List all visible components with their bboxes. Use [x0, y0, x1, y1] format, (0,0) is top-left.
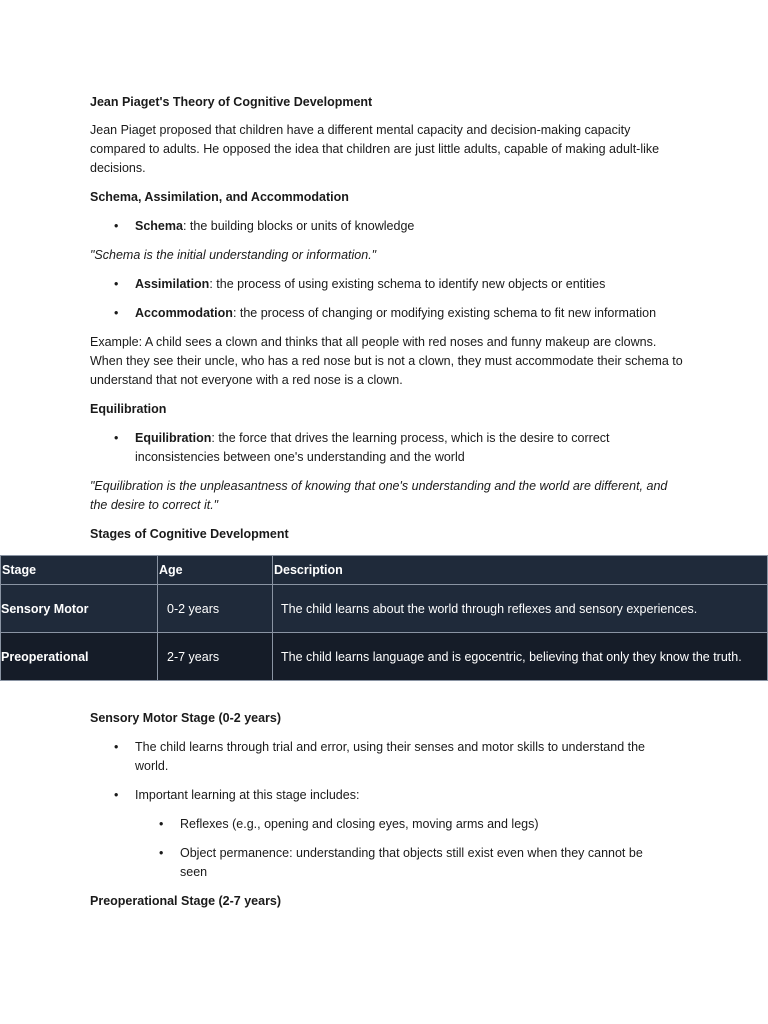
table-header-row — [1, 556, 768, 585]
sensory-subbullet-reflexes: • Reflexes (e.g., opening and closing eyes, moving arms and legs) — [180, 815, 670, 834]
schema-term: Schema — [135, 219, 183, 233]
equilibration-definition: : the force that drives the learning process, which is the desire to correct inconsistencies between one's understanding and the world — [135, 431, 610, 464]
age-cell: 0-2 years — [158, 585, 273, 633]
column-header-age: Age — [158, 556, 273, 585]
stages-table — [0, 555, 768, 681]
description-cell: The child learns about the world through reflexes and sensory experiences. — [273, 585, 768, 633]
accommodation-term: Accommodation — [135, 306, 233, 320]
assimilation-term: Assimilation — [135, 277, 210, 291]
column-header-description: Description — [273, 556, 768, 585]
equilibration-heading: Equilibration — [90, 402, 167, 416]
preoperational-heading: Preoperational Stage (2-7 years) — [90, 894, 282, 908]
assimilation-bullet — [135, 275, 675, 294]
sensory-motor-heading: Sensory Motor Stage (0-2 years) — [90, 711, 282, 725]
table-row — [1, 633, 768, 681]
accommodation-definition: : the process of changing or modifying existing schema to fit new information — [232, 306, 657, 320]
description-cell: The child learns language and is egocentric, believing that only they know the truth. — [273, 633, 768, 681]
stage-cell: Preoperational — [1, 633, 158, 681]
document-title: Jean Piaget's Theory of Cognitive Development — [90, 95, 373, 109]
sensory-subbullet-object-permanence: • Object permanence: understanding that objects still exist even when they cannot be seen — [180, 844, 670, 882]
equilibration-bullet — [135, 429, 675, 467]
intro-paragraph: Jean Piaget proposed that children have a different mental capacity and decision-making capacity compared to adults. He opposed the idea that children are just little adults, capable of making adult-like decisions. — [90, 123, 660, 175]
age-cell: 2-7 years — [158, 633, 273, 681]
schema-definition: : the building blocks or units of knowledge — [182, 219, 415, 233]
stages-heading: Stages of Cognitive Development — [90, 527, 289, 541]
schema-heading: Schema, Assimilation, and Accommodation — [90, 190, 349, 204]
equilibration-term: Equilibration — [135, 431, 212, 445]
stage-cell: Sensory Motor — [1, 585, 158, 633]
equilibration-quote: "Equilibration is the unpleasantness of knowing that one's understanding and the world are different, and the desire to correct it." — [90, 479, 668, 512]
sensory-bullet-1: • The child learns through trial and error, using their senses and motor skills to understand the world. — [135, 738, 675, 776]
accommodation-bullet — [135, 304, 675, 323]
schema-quote: "Schema is the initial understanding or information." — [90, 248, 377, 262]
example-paragraph: Example: A child sees a clown and thinks that all people with red noses and funny makeup are clowns. When they see their uncle, who has a red nose but is not a clown, they must accommodate their schema to understand that not everyone with a red nose is a clown. — [90, 335, 683, 387]
assimilation-definition: : the process of using existing schema to identify new objects or entities — [209, 277, 606, 291]
table-row — [1, 585, 768, 633]
sensory-bullet-2: • Important learning at this stage includes: — [135, 786, 675, 805]
schema-bullet — [135, 217, 675, 236]
column-header-stage: Stage — [1, 556, 158, 585]
